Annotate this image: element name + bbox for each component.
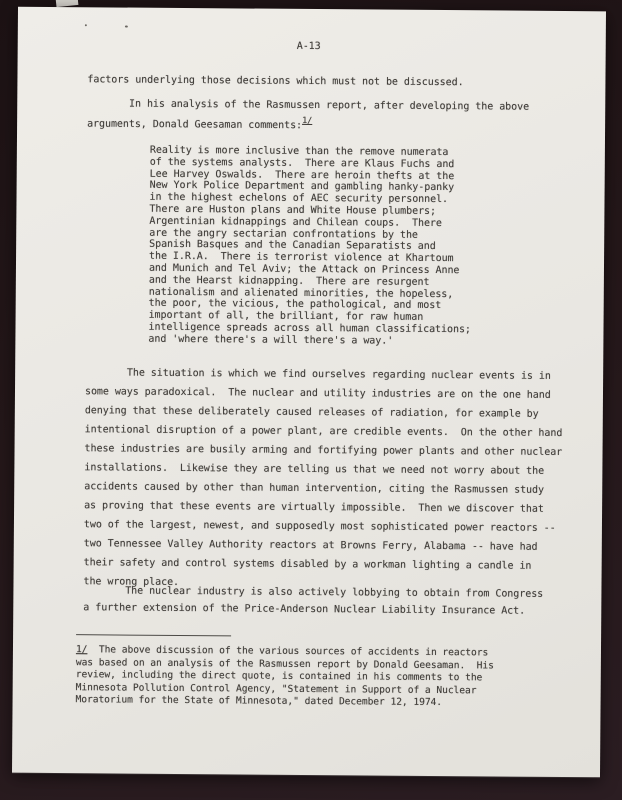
paragraph-opening: factors underlying those decisions which must not be discussed.	[87, 74, 464, 89]
document-page	[12, 7, 606, 778]
footnote-text: The above discussion of the various sources of accidents in reactors was based on an analysis of the Rasmussen report by Donald Geesaman. His review, including the direct quote, is contained in his comments to the Minnesota Pollution Control Agency, "Statement in Support of a Nuclear Moratorium for the State of Minnesota," dated December 12, 1974.	[75, 644, 494, 709]
paragraph-lobbying: The nuclear industry is also actively lobbying to obtain from Congress a further extension of the Price-Anderson Nuclear Liability Insurance Act.	[83, 585, 544, 617]
footnote	[76, 644, 494, 710]
scan-speck	[125, 26, 128, 28]
footnote-separator	[76, 634, 231, 637]
footnote-marker: 1/	[75, 644, 88, 656]
paragraph-intro	[87, 95, 529, 136]
block-quote: Reality is more inclusive than the remove numerata of the systems analysts. There are Klaus Fuchs and Lee Harvey Oswalds. There are heroin thefts at the New York Police Department and gambling hanky-panky in the highest echelons of AEC security personnel. There are Huston plans and White House plumbers; Argentinian kidnappings and Chilean coups. There are the angry sectarian confrontations by the Spanish Basques and the Canadian Separatists and the I.R.A. There is terrorist violence at Khartoum and Munich and Tel Aviv; the Attack on Princess Anne and the Hearst kidnapping. There are resurgent nationalism and alienated minorities, the hopeless, the poor, the vicious, the pathological, and most important of all, the brilliant, for raw human intelligence spreads across all human classifications; and 'where there's a will there's a way.'	[148, 144, 471, 347]
scan-speck	[85, 24, 87, 26]
paragraph-intro-text: In his analysis of the Rasmussen report, after developing the above arguments, Donald Geesaman comments:	[87, 98, 530, 132]
page-number: A-13	[296, 40, 321, 53]
footnote-reference: 1/	[302, 115, 313, 127]
paragraph-situation: The situation is which we find ourselves regarding nuclear events is in some ways paradoxical. The nuclear and utility industries are on the one hand denying that these deliberately caused releases of radiation, for example by intentional disruption of a power plant, are credible events. On the other hand these industries are busily arming and fortifying power plants and other nuclear installations. Likewise they are telling us that we need not worry about the accidents caused by other than human intervention, citing the Rasmussen study as proving that these events are virtually impossible. Then we discover that two of the largest, newest, and supposedly most sophisticated power reactors -- two Tennessee Valley Authority reactors at Browns Ferry, Alabama -- have had their safety and control systems disabled by a workman lighting a candle in the wrong place.	[83, 367, 563, 588]
